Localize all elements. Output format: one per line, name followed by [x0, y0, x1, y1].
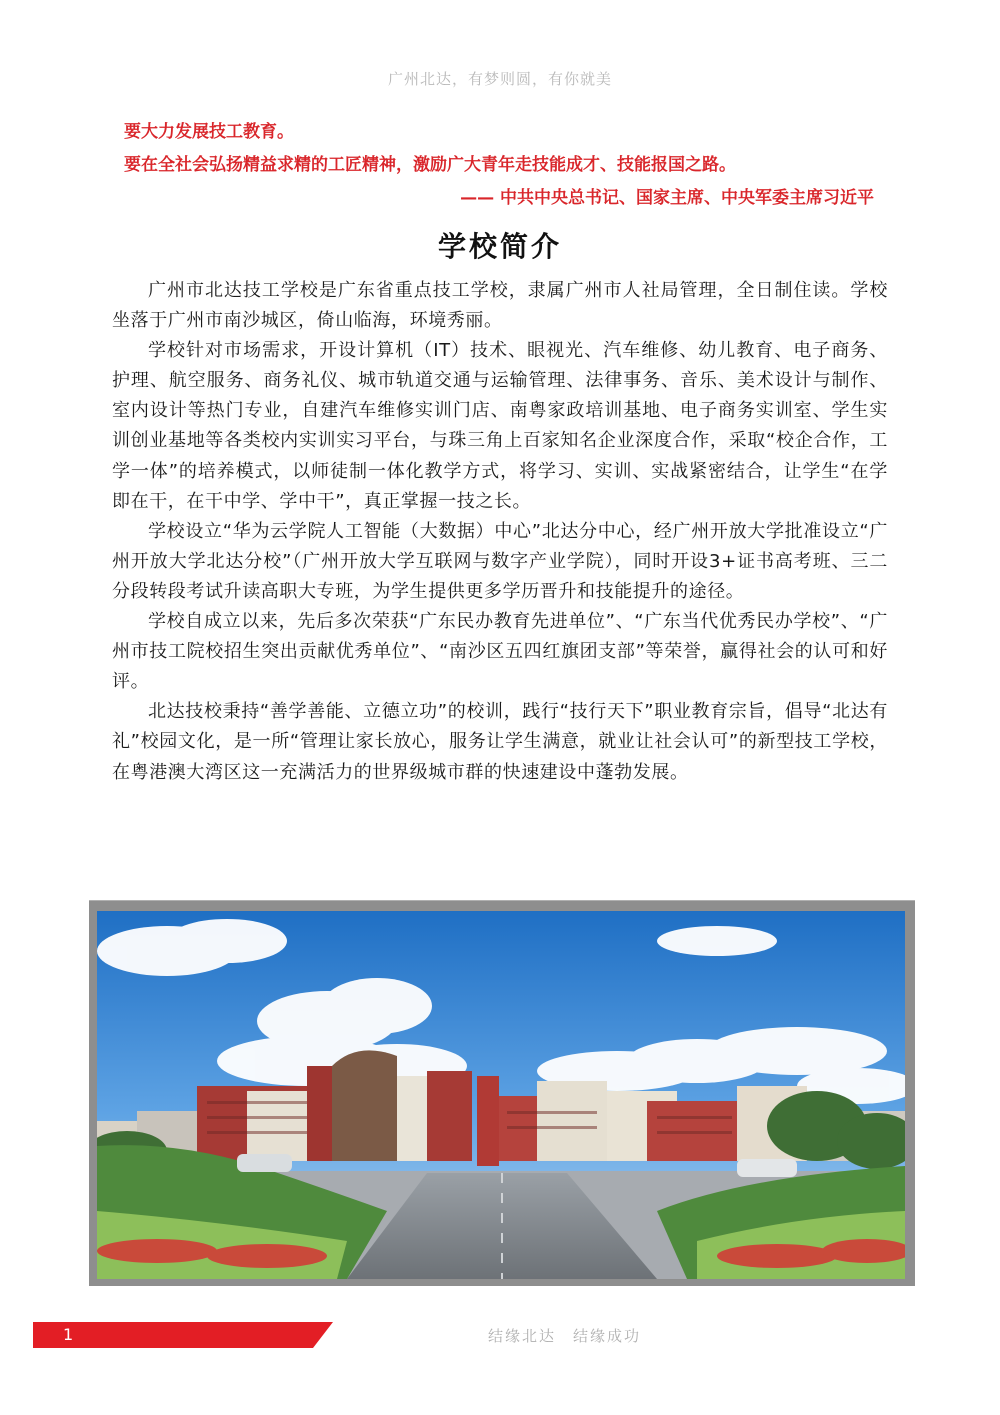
quote-line-1: 要大力发展技工教育。 — [124, 122, 294, 142]
school-introduction — [112, 276, 888, 788]
paragraph-3: 学校设立“华为云学院人工智能（大数据）中心”北达分中心，经广州开放大学批准设立“广州开放大学北达分校”（广州开放大学互联网与数字产业学院），同时开设3+证书高考班、三二分段转段考试升读高职大专班，为学生提供更多学历晋升和技能提升的途径。 — [112, 520, 888, 602]
page-title: 学校简介 — [437, 230, 562, 263]
paragraph-4: 学校自成立以来，先后多次荣获“广东民办教育先进单位”、“广东当代优秀民办学校”、“广州市技工院校招生突出贡献优秀单位”、“南沙区五四红旗团支部”等荣誉，赢得社会的认可和好评。 — [112, 611, 888, 693]
footer-slogan: 结缘北达 结缘成功 — [488, 1327, 642, 1345]
header-slogan: 广州北达，有梦则圆，有你就美 — [387, 70, 612, 88]
page-number: 1 — [63, 1325, 74, 1344]
paragraph-5: 北达技校秉持“善学善能、立德立功”的校训，践行“技行天下”职业教育宗旨，倡导“北达有礼”校园文化，是一所“管理让家长放心，服务让学生满意，就业让社会认可”的新型技工学校，在粤港澳大湾区这一充满活力的世界级城市群的快速建设中蓬勃发展。 — [112, 701, 888, 783]
footer-red-bar — [33, 1322, 333, 1348]
paragraph-1: 广州市北达技工学校是广东省重点技工学校，隶属广州市人社局管理，全日制住读。学校坐落于广州市南沙城区，倚山临海，环境秀丽。 — [112, 280, 888, 332]
quote-line-2: 要在全社会弘扬精益求精的工匠精神，激励广大青年走技能成才、技能报国之路。 — [124, 155, 736, 175]
campus-photo — [97, 911, 905, 1279]
campus-photo-frame — [89, 900, 915, 1286]
quote-attribution: —— 中共中央总书记、国家主席、中央军委主席习近平 — [460, 188, 874, 208]
paragraph-2: 学校针对市场需求，开设计算机（IT）技术、眼视光、汽车维修、幼儿教育、电子商务、护理、航空服务、商务礼仪、城市轨道交通与运输管理、法律事务、音乐、美术设计与制作、室内设计等热门专业，自建汽车维修实训门店、南粤家政培训基地、电子商务实训室、学生实训创业基地等各类校内实训实习平台，与珠三角上百家知名企业深度合作，采取“校企合作，工学一体”的培养模式，以师徒制一体化教学方式，将学习、实训、实战紧密结合，让学生“在学即在干，在干中学、学中干”，真正掌握一技之长。 — [112, 340, 888, 512]
